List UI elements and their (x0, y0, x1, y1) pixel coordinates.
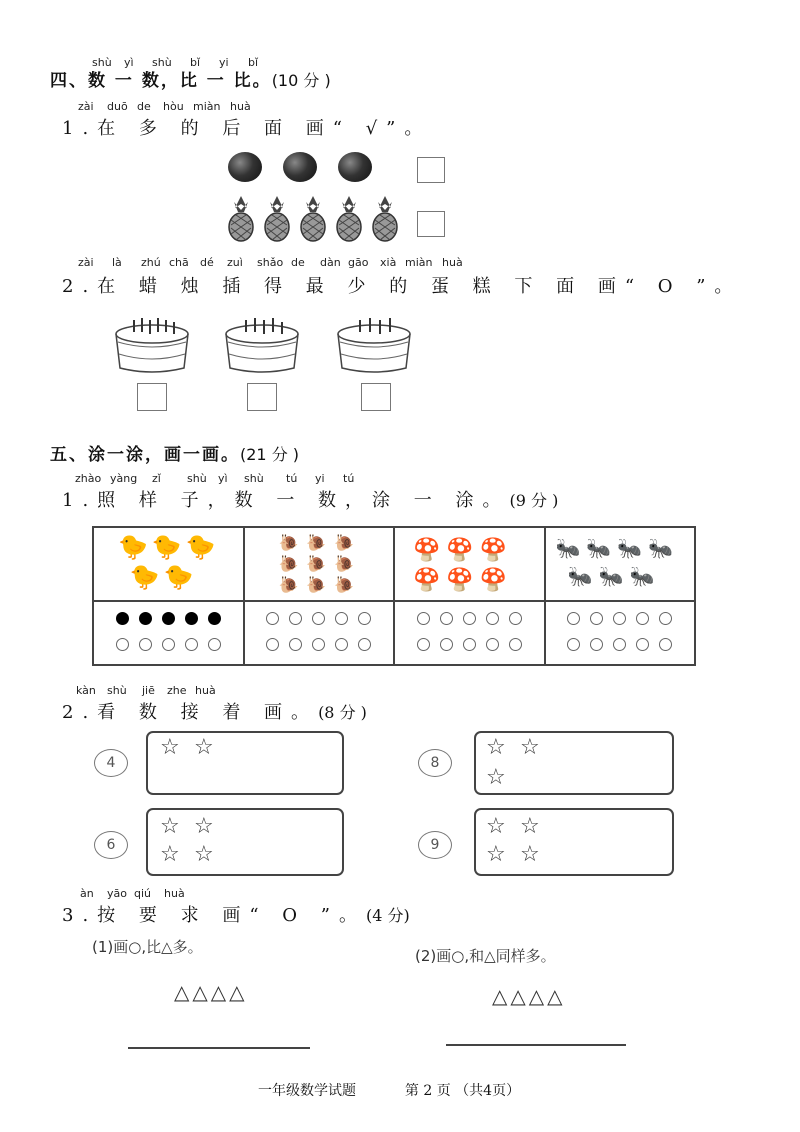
pinyin: chā (169, 256, 189, 269)
pinyin: duō (107, 100, 128, 113)
pinyin: là (112, 256, 122, 269)
apple-image (283, 152, 317, 182)
pinyin: tú (343, 472, 355, 485)
dot[interactable] (613, 612, 626, 625)
pinyin: àn (80, 887, 94, 900)
pineapple-image (226, 194, 256, 242)
pinyin: dàn (320, 256, 341, 269)
mushroom-icons: 🍄🍄🍄 🍄🍄🍄 (413, 538, 514, 593)
dot[interactable] (139, 638, 152, 651)
dot[interactable] (659, 638, 672, 651)
star-icon: ☆ (486, 842, 506, 867)
pinyin: huà (442, 256, 463, 269)
dot[interactable] (486, 612, 499, 625)
s5q2-score: (8 分 ) (318, 703, 367, 722)
star-icon: ☆ (486, 735, 506, 760)
s5q3-text (62, 901, 410, 927)
chick-icons: 🐤🐤🐤 🐤🐤 (118, 533, 220, 591)
pineapple-image (370, 194, 400, 242)
pinyin: yàng (110, 472, 138, 485)
dot[interactable] (417, 638, 430, 651)
dot[interactable] (440, 612, 453, 625)
dot[interactable] (636, 612, 649, 625)
pinyin: shù (244, 472, 264, 485)
dot-filled[interactable] (208, 612, 221, 625)
dot-filled[interactable] (116, 612, 129, 625)
footer (258, 1080, 520, 1100)
dot[interactable] (312, 612, 325, 625)
star-icon: ☆ (520, 735, 540, 760)
pic-cell-mushrooms (394, 527, 545, 601)
dot-cell-mushrooms (394, 601, 545, 665)
pinyin: tú (286, 472, 298, 485)
q1-text: 1.在 多 的 后 面 画“ √”。 (62, 118, 432, 139)
q3-part1-label: (1)画○,比△多。 (92, 938, 203, 956)
pic-cell-chicks (93, 527, 244, 601)
pinyin: yāo (107, 887, 127, 900)
s5q3-instruction: 3.按 要 求 画“ O ”。 (62, 905, 366, 926)
pinyin: zài (78, 256, 94, 269)
pinyin: bǐ (248, 56, 259, 69)
star-icon: ☆ (520, 842, 540, 867)
s5q1-text (62, 486, 558, 512)
s5q1-instruction: 1.照 样 子，数 一 数，涂 一 涂。 (62, 490, 510, 511)
pinyin: zuì (227, 256, 243, 269)
star-icon: ☆ (486, 814, 506, 839)
star-draw-box[interactable] (146, 731, 344, 795)
pinyin: zhào (75, 472, 102, 485)
dot[interactable] (509, 612, 522, 625)
star-icon: ☆ (160, 735, 180, 760)
dot[interactable] (613, 638, 626, 651)
dot[interactable] (289, 638, 302, 651)
dot[interactable] (486, 638, 499, 651)
count-color-table (92, 526, 696, 666)
pinyin: de (291, 256, 305, 269)
pinyin: zǐ (152, 472, 161, 485)
pinyin: hòu (163, 100, 184, 113)
cake-image (334, 310, 414, 376)
pinyin: yi (315, 472, 325, 485)
pinyin: yì (218, 472, 228, 485)
dot[interactable] (358, 612, 371, 625)
section5-title: 五、涂一涂，画一画。 (50, 445, 240, 465)
pinyin: de (137, 100, 151, 113)
star-icon: ☆ (160, 814, 180, 839)
star-draw-box[interactable] (474, 808, 674, 876)
cake-image (222, 310, 302, 376)
number-circle: 9 (418, 831, 452, 859)
dot[interactable] (358, 638, 371, 651)
answer-box-cake-3[interactable] (361, 383, 391, 411)
apple-image (228, 152, 262, 182)
pic-cell-snails (244, 527, 395, 601)
answer-box-cake-2[interactable] (247, 383, 277, 411)
number-circle: 4 (94, 749, 128, 777)
number-circle: 8 (418, 749, 452, 777)
pineapple-image (298, 194, 328, 242)
section4-score: (10 分 ) (271, 71, 331, 90)
dot-filled[interactable] (139, 612, 152, 625)
pineapple-image (334, 194, 364, 242)
ant-icons: 🐜🐜🐜🐜 🐜🐜🐜 (555, 536, 680, 588)
cake-image (112, 310, 192, 376)
answer-box-cake-1[interactable] (137, 383, 167, 411)
star-icon: ☆ (160, 842, 180, 867)
pinyin: shù (107, 684, 127, 697)
dot[interactable] (590, 638, 603, 651)
pinyin: shù (152, 56, 172, 69)
dot[interactable] (463, 638, 476, 651)
footer-page: 第 2 页 （共4页） (404, 1083, 521, 1099)
pinyin: bǐ (190, 56, 201, 69)
dot[interactable] (162, 638, 175, 651)
pinyin: dé (200, 256, 214, 269)
pinyin: zhe (167, 684, 187, 697)
dot[interactable] (266, 638, 279, 651)
pinyin: jiē (142, 684, 155, 697)
pinyin: shǎo (257, 256, 284, 269)
dot[interactable] (509, 638, 522, 651)
dot-cell-snails (244, 601, 395, 665)
answer-box-apples[interactable] (417, 157, 445, 183)
q3-part2-triangles: △△△△ (492, 984, 566, 1008)
star-draw-box[interactable] (474, 731, 674, 795)
pinyin: xià (380, 256, 397, 269)
section4-title: 四、数 一 数，比 一 比。 (50, 71, 272, 91)
star-icon: ☆ (194, 842, 214, 867)
dot[interactable] (335, 638, 348, 651)
pinyin: yì (124, 56, 134, 69)
pinyin: huà (230, 100, 251, 113)
pinyin: huà (195, 684, 216, 697)
dot-cell-ants (545, 601, 696, 665)
dot[interactable] (567, 638, 580, 651)
dot[interactable] (266, 612, 279, 625)
pinyin: miàn (193, 100, 221, 113)
pinyin: huà (164, 887, 185, 900)
dot[interactable] (417, 612, 430, 625)
section5-score: (21 分 ) (240, 445, 300, 464)
pinyin: zhú (141, 256, 161, 269)
apple-image (338, 152, 372, 182)
q3-part2-label: (2)画○,和△同样多。 (415, 947, 556, 965)
pinyin: kàn (76, 684, 96, 697)
answer-box-pineapples[interactable] (417, 211, 445, 237)
dot-filled[interactable] (162, 612, 175, 625)
snail-icons: 🐌🐌🐌 🐌🐌🐌 🐌🐌🐌 (278, 533, 363, 594)
section5-heading (50, 440, 299, 465)
pinyin: yi (219, 56, 229, 69)
dot[interactable] (289, 612, 302, 625)
answer-line-2[interactable] (446, 1044, 626, 1046)
dot[interactable] (208, 638, 221, 651)
footer-title: 一年级数学试题 (258, 1083, 356, 1099)
dot[interactable] (312, 638, 325, 651)
q3-part1-triangles: △△△△ (174, 980, 248, 1004)
pinyin: gāo (348, 256, 369, 269)
star-draw-box[interactable] (146, 808, 344, 876)
dot[interactable] (567, 612, 580, 625)
dot[interactable] (463, 612, 476, 625)
star-icon: ☆ (194, 735, 214, 760)
star-icon: ☆ (486, 765, 506, 790)
dot[interactable] (335, 612, 348, 625)
dot[interactable] (440, 638, 453, 651)
pinyin: miàn (405, 256, 433, 269)
s5q1-score: (9 分 ) (509, 491, 559, 510)
pinyin: qiú (134, 887, 152, 900)
star-icon: ☆ (194, 814, 214, 839)
section4-heading (50, 66, 331, 91)
dot-cell-chicks (93, 601, 244, 665)
answer-line-1[interactable] (128, 1047, 310, 1049)
dot[interactable] (636, 638, 649, 651)
pinyin: shù (187, 472, 207, 485)
s5q2-instruction: 2.看 数 接 着 画。 (62, 702, 319, 723)
star-icon: ☆ (520, 814, 540, 839)
dot[interactable] (116, 638, 129, 651)
dot[interactable] (659, 612, 672, 625)
dot[interactable] (590, 612, 603, 625)
number-circle: 6 (94, 831, 128, 859)
pinyin: zài (78, 100, 94, 113)
dot[interactable] (185, 638, 198, 651)
q2-text: 2.在 蜡 烛 插 得 最 少 的 蛋 糕 下 面 画“ O ”。 (62, 276, 742, 297)
pineapple-image (262, 194, 292, 242)
pinyin: shù (92, 56, 112, 69)
s5q3-score: (4 分) (365, 906, 410, 925)
dot-filled[interactable] (185, 612, 198, 625)
pic-cell-ants (545, 527, 696, 601)
s5q2-text (62, 698, 367, 724)
